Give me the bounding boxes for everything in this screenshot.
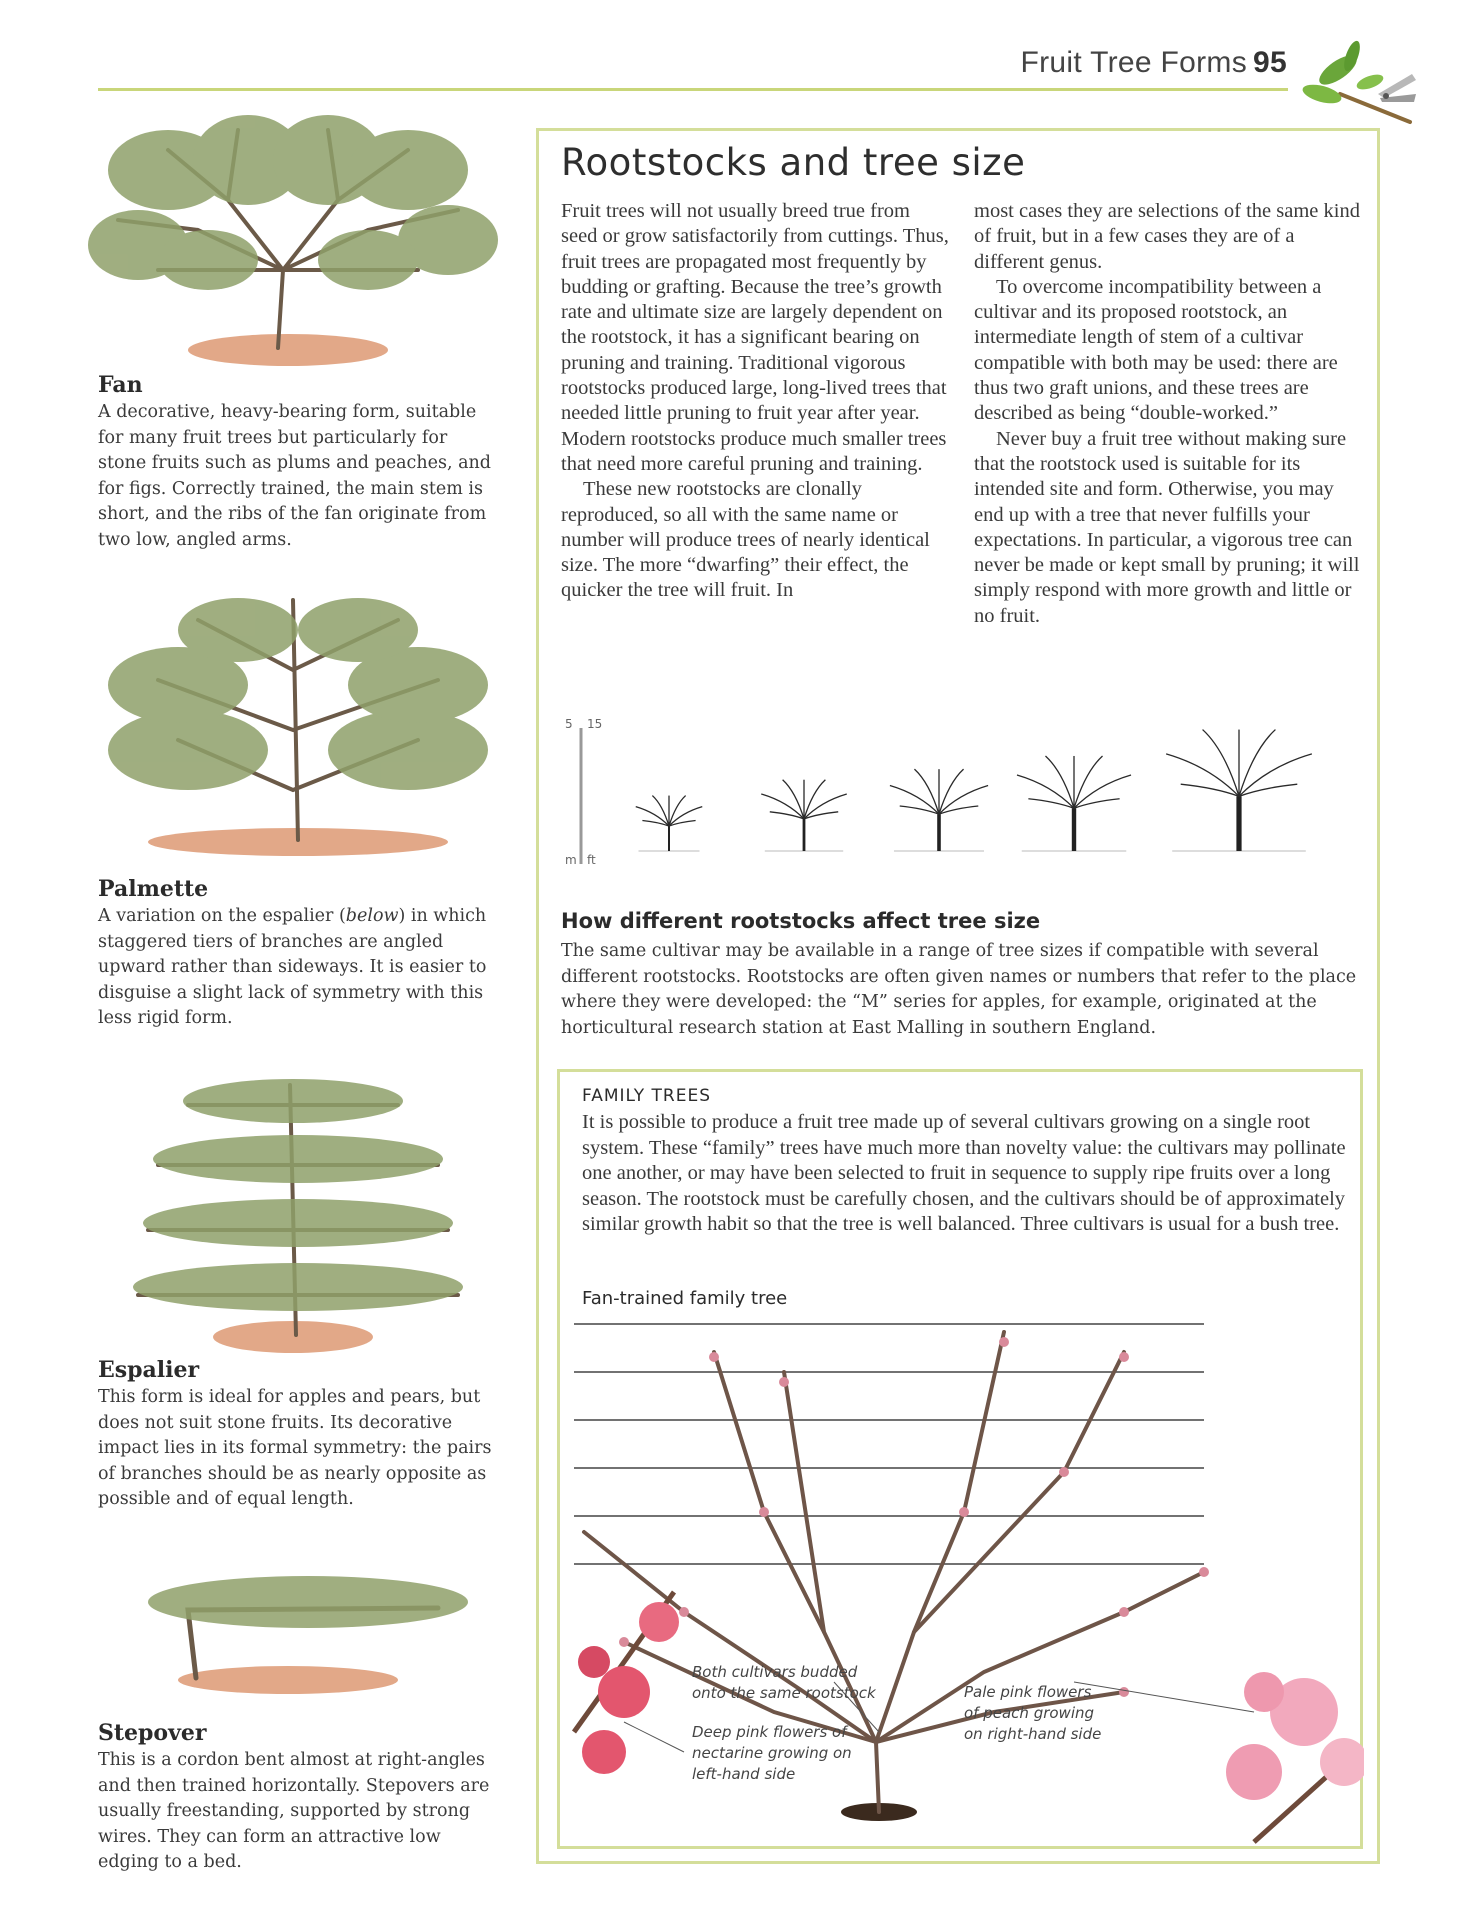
scale-m-label: m	[565, 853, 577, 867]
form-desc-stepover: This is a cordon bent almost at right-angles and then trained horizontally. Stepovers are usually freestanding, supported by strong wires. They can form an attractive low edging to a bed.	[98, 1750, 490, 1872]
header-rule	[98, 88, 1288, 91]
text-column-2	[974, 199, 1364, 629]
tree-size-mark	[636, 796, 703, 851]
blossom-dots	[619, 1337, 1209, 1697]
rootstock-diagram-text: The same cultivar may be available in a range of tree sizes if compatible with several different rootstocks. Rootstocks are often given names or numbers that refer to the place where they were developed: the “M” series for apples, for example, originated at the horticultural research station at East Malling in southern England.	[561, 941, 1357, 1038]
tree-size-mark	[1017, 756, 1131, 851]
espalier-tree-illustration	[78, 1065, 518, 1355]
tree-size-mark	[761, 780, 847, 851]
panel-title: Rootstocks and tree size	[561, 141, 1026, 184]
page-number: 95	[1253, 46, 1287, 79]
col2-paragraph-1: most cases they are selections of the same kind of fruit, but in a few cases they are of a different genus.	[974, 200, 1360, 273]
tree-size-mark	[1166, 730, 1312, 851]
family-trees-heading: FAMILY TREES	[582, 1086, 711, 1106]
text-column-1	[561, 199, 951, 604]
rootstock-diagram-heading: How different rootstocks affect tree size	[561, 909, 1041, 933]
support-wires	[574, 1324, 1204, 1564]
section-title: Fruit Tree Forms	[1020, 46, 1248, 79]
col2-paragraph-2: To overcome incompatibility between a cultivar and its proposed rootstock, an intermediate length of stem of a cultivar compatible with both may be used: there are thus two graft unions, and these trees are described as being “double-worked.”	[974, 275, 1338, 425]
rootstocks-panel	[536, 128, 1380, 1864]
family-tree-illustration-title: Fan-trained family tree	[582, 1288, 788, 1309]
palmette-tree-illustration	[78, 590, 518, 860]
palmette-desc-italic: below	[345, 906, 399, 926]
fan-tree-illustration	[78, 110, 518, 370]
caption-nectarine: Deep pink flowers of nectarine growing on left-hand side	[692, 1723, 852, 1783]
fan-trained-family-tree-illustration	[564, 1312, 1364, 1848]
peach-flower-inset	[1226, 1672, 1364, 1842]
tree-size-mark	[890, 769, 988, 851]
page-header	[0, 0, 1467, 110]
tree-branches	[584, 1332, 1204, 1812]
form-name-fan: Fan	[98, 372, 143, 398]
running-head	[1021, 46, 1287, 80]
form-desc-palmette	[98, 904, 498, 1032]
palmette-desc-part2: ) in which staggered tiers of branches are angled upward rather than sideways. It is easier to disguise a slight lack of symmetry with this less rigid form.	[98, 906, 487, 1028]
family-trees-box	[557, 1069, 1363, 1849]
form-desc-fan: A decorative, heavy-bearing form, suitable for many fruit trees but particularly for stone fruits such as plums and peaches, and for figs. Correctly trained, the main stem is short, and the ribs of the fan originate from two low, angled arms.	[98, 402, 491, 550]
form-name-palmette: Palmette	[98, 876, 209, 902]
form-desc-espalier: This form is ideal for apples and pears, but does not suit stone fruits. Its decorative impact lies in its formal symmetry: the pairs of branches should be as nearly opposite as possible and of equal length.	[98, 1387, 492, 1509]
form-name-espalier: Espalier	[98, 1357, 200, 1383]
stepover-tree-illustration	[78, 1550, 518, 1700]
col2-paragraph-3: Never buy a fruit tree without making sure that the rootstock used is suitable for its intended site and form. Otherwise, you may end up with a tree that never fulfills your expectations. In particular, a vigorous tree can never be made or kept small by pruning; it will simply respond with more growth and little or no fruit.	[974, 427, 1360, 627]
scale-ft-label: ft	[587, 853, 596, 867]
nectarine-flower-inset	[574, 1592, 679, 1774]
caption-peach: Pale pink flowers of peach growing on right-hand side	[964, 1683, 1102, 1743]
col1-paragraph-2: These new rootstocks are clonally reproduced, so all with the same name or number will produce trees of nearly identical size. The more “dwarfing” their effect, the quicker the tree will fruit. In	[561, 478, 930, 602]
col1-paragraph-1: Fruit trees will not usually breed true from seed or grow satisfactorily from cuttings. Thus, fruit trees are propagated most frequently by budding or grafting. Because the tree’s growth rate and ultimate size are largely dependent on the rootstock, it has a significant bearing on pruning and training. Traditional vigorous rootstocks produced large, long-lived trees that needed little pruning to fruit year after year. Modern rootstocks produce much smaller trees that need more careful pruning and training.	[561, 200, 949, 475]
caption-rootstock: Both cultivars budded onto the same rootstock	[692, 1663, 876, 1702]
pruning-shears-sprig-icon	[1300, 36, 1420, 126]
form-name-stepover: Stepover	[98, 1720, 207, 1746]
scale-ft-top: 15	[587, 717, 603, 731]
palmette-desc-part1: A variation on the espalier (	[98, 906, 346, 926]
family-trees-body: It is possible to produce a fruit tree made up of several cultivars growing on a single root system. These “family” trees have much more than novelty value: the cultivars may pollinate one another, or may have been selected to fruit in sequence to supply ripe fruits over a long season. The rootstock must be carefully chosen, and the cultivars should be of approximately similar growth habit so that the tree is well balanced. Three cultivars is usual for a bush tree.	[582, 1111, 1346, 1235]
scale-m-top: 5	[565, 717, 573, 731]
